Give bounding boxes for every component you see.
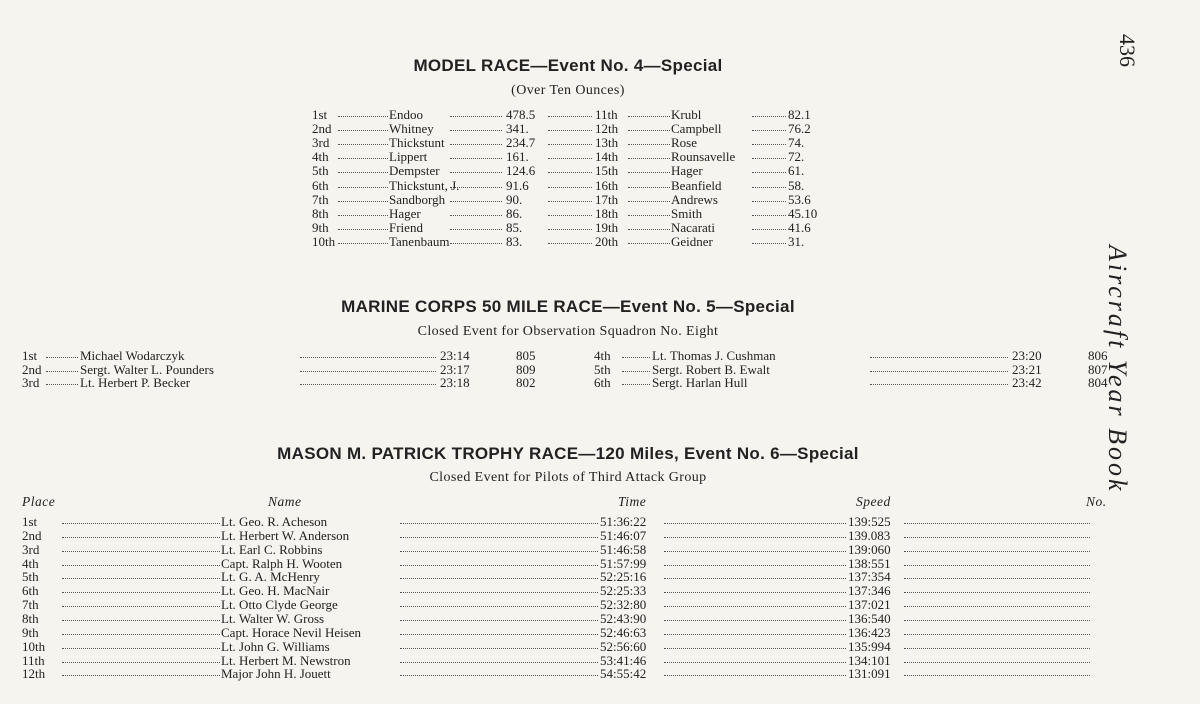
name-cell: Friend xyxy=(389,219,423,235)
number-cell: 804 xyxy=(1088,375,1108,391)
dot-leader xyxy=(62,569,220,579)
dot-leader xyxy=(548,220,592,230)
header-name: Name xyxy=(268,494,302,509)
time-cell: 54:55:42 xyxy=(600,666,647,682)
time-cell: 51:36:22 xyxy=(600,514,647,529)
place-cell: 4th xyxy=(594,348,611,363)
dot-leader xyxy=(664,653,846,663)
score-cell: 85. xyxy=(506,219,523,235)
name-cell: Lippert xyxy=(389,149,428,165)
place-cell: 17th xyxy=(595,191,619,207)
dot-leader xyxy=(400,666,598,676)
header-speed: Speed xyxy=(856,494,891,509)
dot-leader xyxy=(46,362,78,372)
dot-leader xyxy=(628,220,670,230)
dot-leader xyxy=(548,149,592,159)
place-cell: 3rd xyxy=(22,541,40,557)
name-cell: Lt. John G. Williams xyxy=(221,638,330,654)
time-cell: 52:56:60 xyxy=(600,638,647,654)
place-cell: 12th xyxy=(595,121,619,137)
place-cell: 8th xyxy=(22,610,39,626)
dot-leader xyxy=(664,625,846,635)
dot-leader xyxy=(400,639,598,649)
name-cell: Lt. Walter W. Gross xyxy=(221,610,325,626)
name-cell: Smith xyxy=(671,205,703,221)
dot-leader xyxy=(62,528,220,538)
dot-leader xyxy=(752,135,786,145)
dot-leader xyxy=(62,639,220,649)
dot-leader xyxy=(450,234,502,244)
dot-leader xyxy=(62,597,220,607)
place-cell: 2nd xyxy=(22,361,42,377)
speed-cell: 139:060 xyxy=(848,541,891,557)
speed-cell: 139.083 xyxy=(848,527,891,543)
time-cell: 52:32:80 xyxy=(600,597,647,613)
name-cell: Capt. Ralph H. Wooten xyxy=(221,555,343,571)
marine-race-subtitle: Closed Event for Observation Squadron No. Eight xyxy=(417,324,719,339)
time-cell: 23:21 xyxy=(1012,361,1042,377)
score-cell: 91.6 xyxy=(506,177,529,193)
dot-leader xyxy=(628,192,670,202)
place-cell: 5th xyxy=(312,163,329,179)
speed-cell: 134:101 xyxy=(848,652,891,668)
place-cell: 20th xyxy=(595,233,619,249)
dot-leader xyxy=(338,220,388,230)
dot-leader xyxy=(664,569,846,579)
dot-leader xyxy=(548,192,592,202)
dot-leader xyxy=(664,556,846,566)
place-cell: 11th xyxy=(595,107,618,122)
dot-leader xyxy=(752,149,786,159)
name-cell: Capt. Horace Nevil Heisen xyxy=(221,624,362,640)
header-no: No. xyxy=(1086,494,1107,509)
name-cell: Lt. Herbert P. Becker xyxy=(80,375,191,391)
place-cell: 13th xyxy=(595,135,619,151)
name-cell: Andrews xyxy=(671,191,718,207)
time-cell: 52:46:63 xyxy=(600,624,647,640)
dot-leader xyxy=(62,611,220,621)
dot-leader xyxy=(46,375,78,385)
place-cell: 12th xyxy=(22,666,46,682)
marine-race-title: MARINE CORPS 50 MILE RACE—Event No. 5—Special xyxy=(341,297,795,316)
dot-leader xyxy=(904,528,1090,538)
dot-leader xyxy=(338,178,388,188)
time-cell: 52:25:16 xyxy=(600,569,647,585)
dot-leader xyxy=(870,362,1008,372)
dot-leader xyxy=(752,163,786,173)
score-cell: 45.10 xyxy=(788,205,818,221)
speed-cell: 135:994 xyxy=(848,638,891,654)
name-cell: Geidner xyxy=(671,233,713,249)
dot-leader xyxy=(628,163,670,173)
model-race-subtitle: (Over Ten Ounces) xyxy=(511,83,625,98)
time-cell: 52:43:90 xyxy=(600,610,647,626)
dot-leader xyxy=(628,178,670,188)
dot-leader xyxy=(664,514,846,524)
dot-leader xyxy=(628,107,670,117)
dot-leader xyxy=(664,639,846,649)
dot-leader xyxy=(62,666,220,676)
dot-leader xyxy=(338,121,388,131)
dot-leader xyxy=(400,653,598,663)
dot-leader xyxy=(628,121,670,131)
dot-leader xyxy=(62,542,220,552)
speed-cell: 136:540 xyxy=(848,610,891,626)
dot-leader xyxy=(548,178,592,188)
number-cell: 809 xyxy=(516,361,536,377)
dot-leader xyxy=(338,107,388,117)
dot-leader xyxy=(338,149,388,159)
name-cell: Thickstunt, J. xyxy=(389,177,460,193)
dot-leader xyxy=(548,206,592,216)
dot-leader xyxy=(338,206,388,216)
speed-cell: 138:551 xyxy=(848,555,891,571)
name-cell: Lt. Geo. H. MacNair xyxy=(221,583,330,599)
dot-leader xyxy=(548,163,592,173)
dot-leader xyxy=(752,107,786,117)
speed-cell: 139:525 xyxy=(848,514,891,529)
place-cell: 14th xyxy=(595,149,619,165)
place-cell: 4th xyxy=(312,149,329,165)
dot-leader xyxy=(752,192,786,202)
dot-leader xyxy=(46,348,78,358)
score-cell: 41.6 xyxy=(788,219,811,235)
time-cell: 51:46:07 xyxy=(600,527,647,543)
place-cell: 2nd xyxy=(22,527,42,543)
dot-leader xyxy=(904,639,1090,649)
place-cell: 3rd xyxy=(312,135,330,151)
score-cell: 83. xyxy=(506,233,523,249)
dot-leader xyxy=(450,135,502,145)
dot-leader xyxy=(622,348,650,358)
name-cell: Endoo xyxy=(389,107,423,122)
score-cell: 234.7 xyxy=(506,135,536,151)
time-cell: 23:20 xyxy=(1012,348,1042,363)
name-cell: Lt. Earl C. Robbins xyxy=(221,541,323,557)
time-cell: 53:41:46 xyxy=(600,652,647,668)
place-cell: 7th xyxy=(312,191,329,207)
name-cell: Dempster xyxy=(389,163,440,179)
dot-leader xyxy=(450,149,502,159)
place-cell: 7th xyxy=(22,597,39,613)
dot-leader xyxy=(300,375,436,385)
dot-leader xyxy=(400,583,598,593)
score-cell: 58. xyxy=(788,177,805,193)
dot-leader xyxy=(338,192,388,202)
dot-leader xyxy=(338,234,388,244)
dot-leader xyxy=(300,362,436,372)
patrick-race-subtitle: Closed Event for Pilots of Third Attack Group xyxy=(429,470,707,485)
dot-leader xyxy=(664,597,846,607)
dot-leader xyxy=(904,583,1090,593)
dot-leader xyxy=(628,149,670,159)
dot-leader xyxy=(400,625,598,635)
place-cell: 4th xyxy=(22,555,39,571)
dot-leader xyxy=(628,135,670,145)
name-cell: Major John H. Jouett xyxy=(221,666,331,682)
dot-leader xyxy=(400,514,598,524)
name-cell: Lt. G. A. McHenry xyxy=(221,569,320,585)
dot-leader xyxy=(628,206,670,216)
dot-leader xyxy=(400,542,598,552)
place-cell: 1st xyxy=(312,107,328,122)
time-cell: 23:14 xyxy=(440,348,470,363)
dot-leader xyxy=(904,542,1090,552)
dot-leader xyxy=(664,611,846,621)
dot-leader xyxy=(450,107,502,117)
score-cell: 341. xyxy=(506,121,529,137)
name-cell: Whitney xyxy=(389,121,434,137)
dot-leader xyxy=(450,192,502,202)
dot-leader xyxy=(62,625,220,635)
dot-leader xyxy=(548,107,592,117)
name-cell: Hager xyxy=(389,205,421,221)
time-cell: 51:57:99 xyxy=(600,555,647,571)
header-place: Place xyxy=(22,494,56,509)
time-cell: 23:18 xyxy=(440,375,470,391)
dot-leader xyxy=(548,234,592,244)
score-cell: 478.5 xyxy=(506,107,536,122)
place-cell: 9th xyxy=(312,219,329,235)
place-cell: 5th xyxy=(22,569,39,585)
place-cell: 18th xyxy=(595,205,619,221)
time-cell: 23:17 xyxy=(440,361,470,377)
dot-leader xyxy=(870,348,1008,358)
dot-leader xyxy=(548,121,592,131)
name-cell: Rounsavelle xyxy=(671,149,736,165)
dot-leader xyxy=(904,653,1090,663)
place-cell: 3rd xyxy=(22,375,40,391)
patrick-race-title: MASON M. PATRICK TROPHY RACE—120 Miles, Event No. 6—Special xyxy=(277,444,859,463)
name-cell: Campbell xyxy=(671,121,722,137)
dot-leader xyxy=(400,528,598,538)
dot-leader xyxy=(870,375,1008,385)
dot-leader xyxy=(338,135,388,145)
score-cell: 90. xyxy=(506,191,523,207)
name-cell: Sandborgh xyxy=(389,191,446,207)
dot-leader xyxy=(62,514,220,524)
name-cell: Lt. Thomas J. Cushman xyxy=(652,348,776,363)
dot-leader xyxy=(904,611,1090,621)
place-cell: 1st xyxy=(22,348,38,363)
dot-leader xyxy=(904,556,1090,566)
score-cell: 86. xyxy=(506,205,523,221)
number-cell: 802 xyxy=(516,375,536,391)
number-cell: 807 xyxy=(1088,361,1108,377)
running-head: Aircraft Year Book xyxy=(1103,245,1132,494)
dot-leader xyxy=(450,121,502,131)
dot-leader xyxy=(62,653,220,663)
dot-leader xyxy=(622,375,650,385)
name-cell: Nacarati xyxy=(671,219,716,235)
place-cell: 15th xyxy=(595,163,619,179)
name-cell: Hager xyxy=(671,163,703,179)
speed-cell: 137:021 xyxy=(848,597,891,613)
number-cell: 806 xyxy=(1088,348,1108,363)
dot-leader xyxy=(752,206,786,216)
place-cell: 11th xyxy=(22,652,45,668)
score-cell: 161. xyxy=(506,149,529,165)
dot-leader xyxy=(338,163,388,173)
dot-leader xyxy=(400,597,598,607)
name-cell: Sergt. Harlan Hull xyxy=(652,375,748,391)
model-race-title: MODEL RACE—Event No. 4—Special xyxy=(413,56,723,75)
dot-leader xyxy=(400,556,598,566)
score-cell: 72. xyxy=(788,149,805,165)
name-cell: Beanfield xyxy=(671,177,722,193)
place-cell: 6th xyxy=(312,177,329,193)
dot-leader xyxy=(400,611,598,621)
score-cell: 61. xyxy=(788,163,805,179)
dot-leader xyxy=(904,625,1090,635)
dot-leader xyxy=(664,666,846,676)
dot-leader xyxy=(62,583,220,593)
time-cell: 52:25:33 xyxy=(600,583,647,599)
number-cell: 805 xyxy=(516,348,536,363)
dot-leader xyxy=(904,597,1090,607)
place-cell: 5th xyxy=(594,361,611,377)
time-cell: 23:42 xyxy=(1012,375,1042,391)
page-number: 436 xyxy=(1115,34,1140,67)
place-cell: 10th xyxy=(312,233,336,249)
dot-leader xyxy=(664,542,846,552)
name-cell: Sergt. Walter L. Pounders xyxy=(80,361,214,377)
dot-leader xyxy=(904,666,1090,676)
speed-cell: 137:354 xyxy=(848,569,891,585)
dot-leader xyxy=(664,528,846,538)
place-cell: 8th xyxy=(312,205,329,221)
speed-cell: 131:091 xyxy=(848,666,891,682)
score-cell: 74. xyxy=(788,135,805,151)
name-cell: Lt. Geo. R. Acheson xyxy=(221,514,328,529)
score-cell: 124.6 xyxy=(506,163,536,179)
score-cell: 31. xyxy=(788,233,805,249)
name-cell: Tanenbaum xyxy=(389,233,450,249)
dot-leader xyxy=(450,163,502,173)
name-cell: Lt. Otto Clyde George xyxy=(221,597,338,613)
place-cell: 6th xyxy=(22,583,39,599)
dot-leader xyxy=(904,569,1090,579)
name-cell: Rose xyxy=(671,135,697,151)
name-cell: Lt. Herbert W. Anderson xyxy=(221,527,350,543)
dot-leader xyxy=(62,556,220,566)
dot-leader xyxy=(752,234,786,244)
dot-leader xyxy=(752,220,786,230)
dot-leader xyxy=(548,135,592,145)
name-cell: Thickstunt xyxy=(389,135,445,151)
dot-leader xyxy=(664,583,846,593)
place-cell: 16th xyxy=(595,177,619,193)
speed-cell: 136:423 xyxy=(848,624,891,640)
place-cell: 2nd xyxy=(312,121,332,137)
place-cell: 19th xyxy=(595,219,619,235)
name-cell: Lt. Herbert M. Newstron xyxy=(221,652,351,668)
name-cell: Krubl xyxy=(671,107,702,122)
score-cell: 53.6 xyxy=(788,191,811,207)
dot-leader xyxy=(450,220,502,230)
place-cell: 1st xyxy=(22,514,38,529)
name-cell: Sergt. Robert B. Ewalt xyxy=(652,361,770,377)
dot-leader xyxy=(752,178,786,188)
header-time: Time xyxy=(618,494,647,509)
dot-leader xyxy=(400,569,598,579)
score-cell: 82.1 xyxy=(788,107,811,122)
dot-leader xyxy=(904,514,1090,524)
place-cell: 6th xyxy=(594,375,611,391)
speed-cell: 137:346 xyxy=(848,583,891,599)
dot-leader xyxy=(450,206,502,216)
dot-leader xyxy=(752,121,786,131)
place-cell: 9th xyxy=(22,624,39,640)
time-cell: 51:46:58 xyxy=(600,541,647,557)
dot-leader xyxy=(622,362,650,372)
dot-leader xyxy=(300,348,436,358)
score-cell: 76.2 xyxy=(788,121,811,137)
place-cell: 10th xyxy=(22,638,46,654)
dot-leader xyxy=(628,234,670,244)
name-cell: Michael Wodarczyk xyxy=(80,348,185,363)
